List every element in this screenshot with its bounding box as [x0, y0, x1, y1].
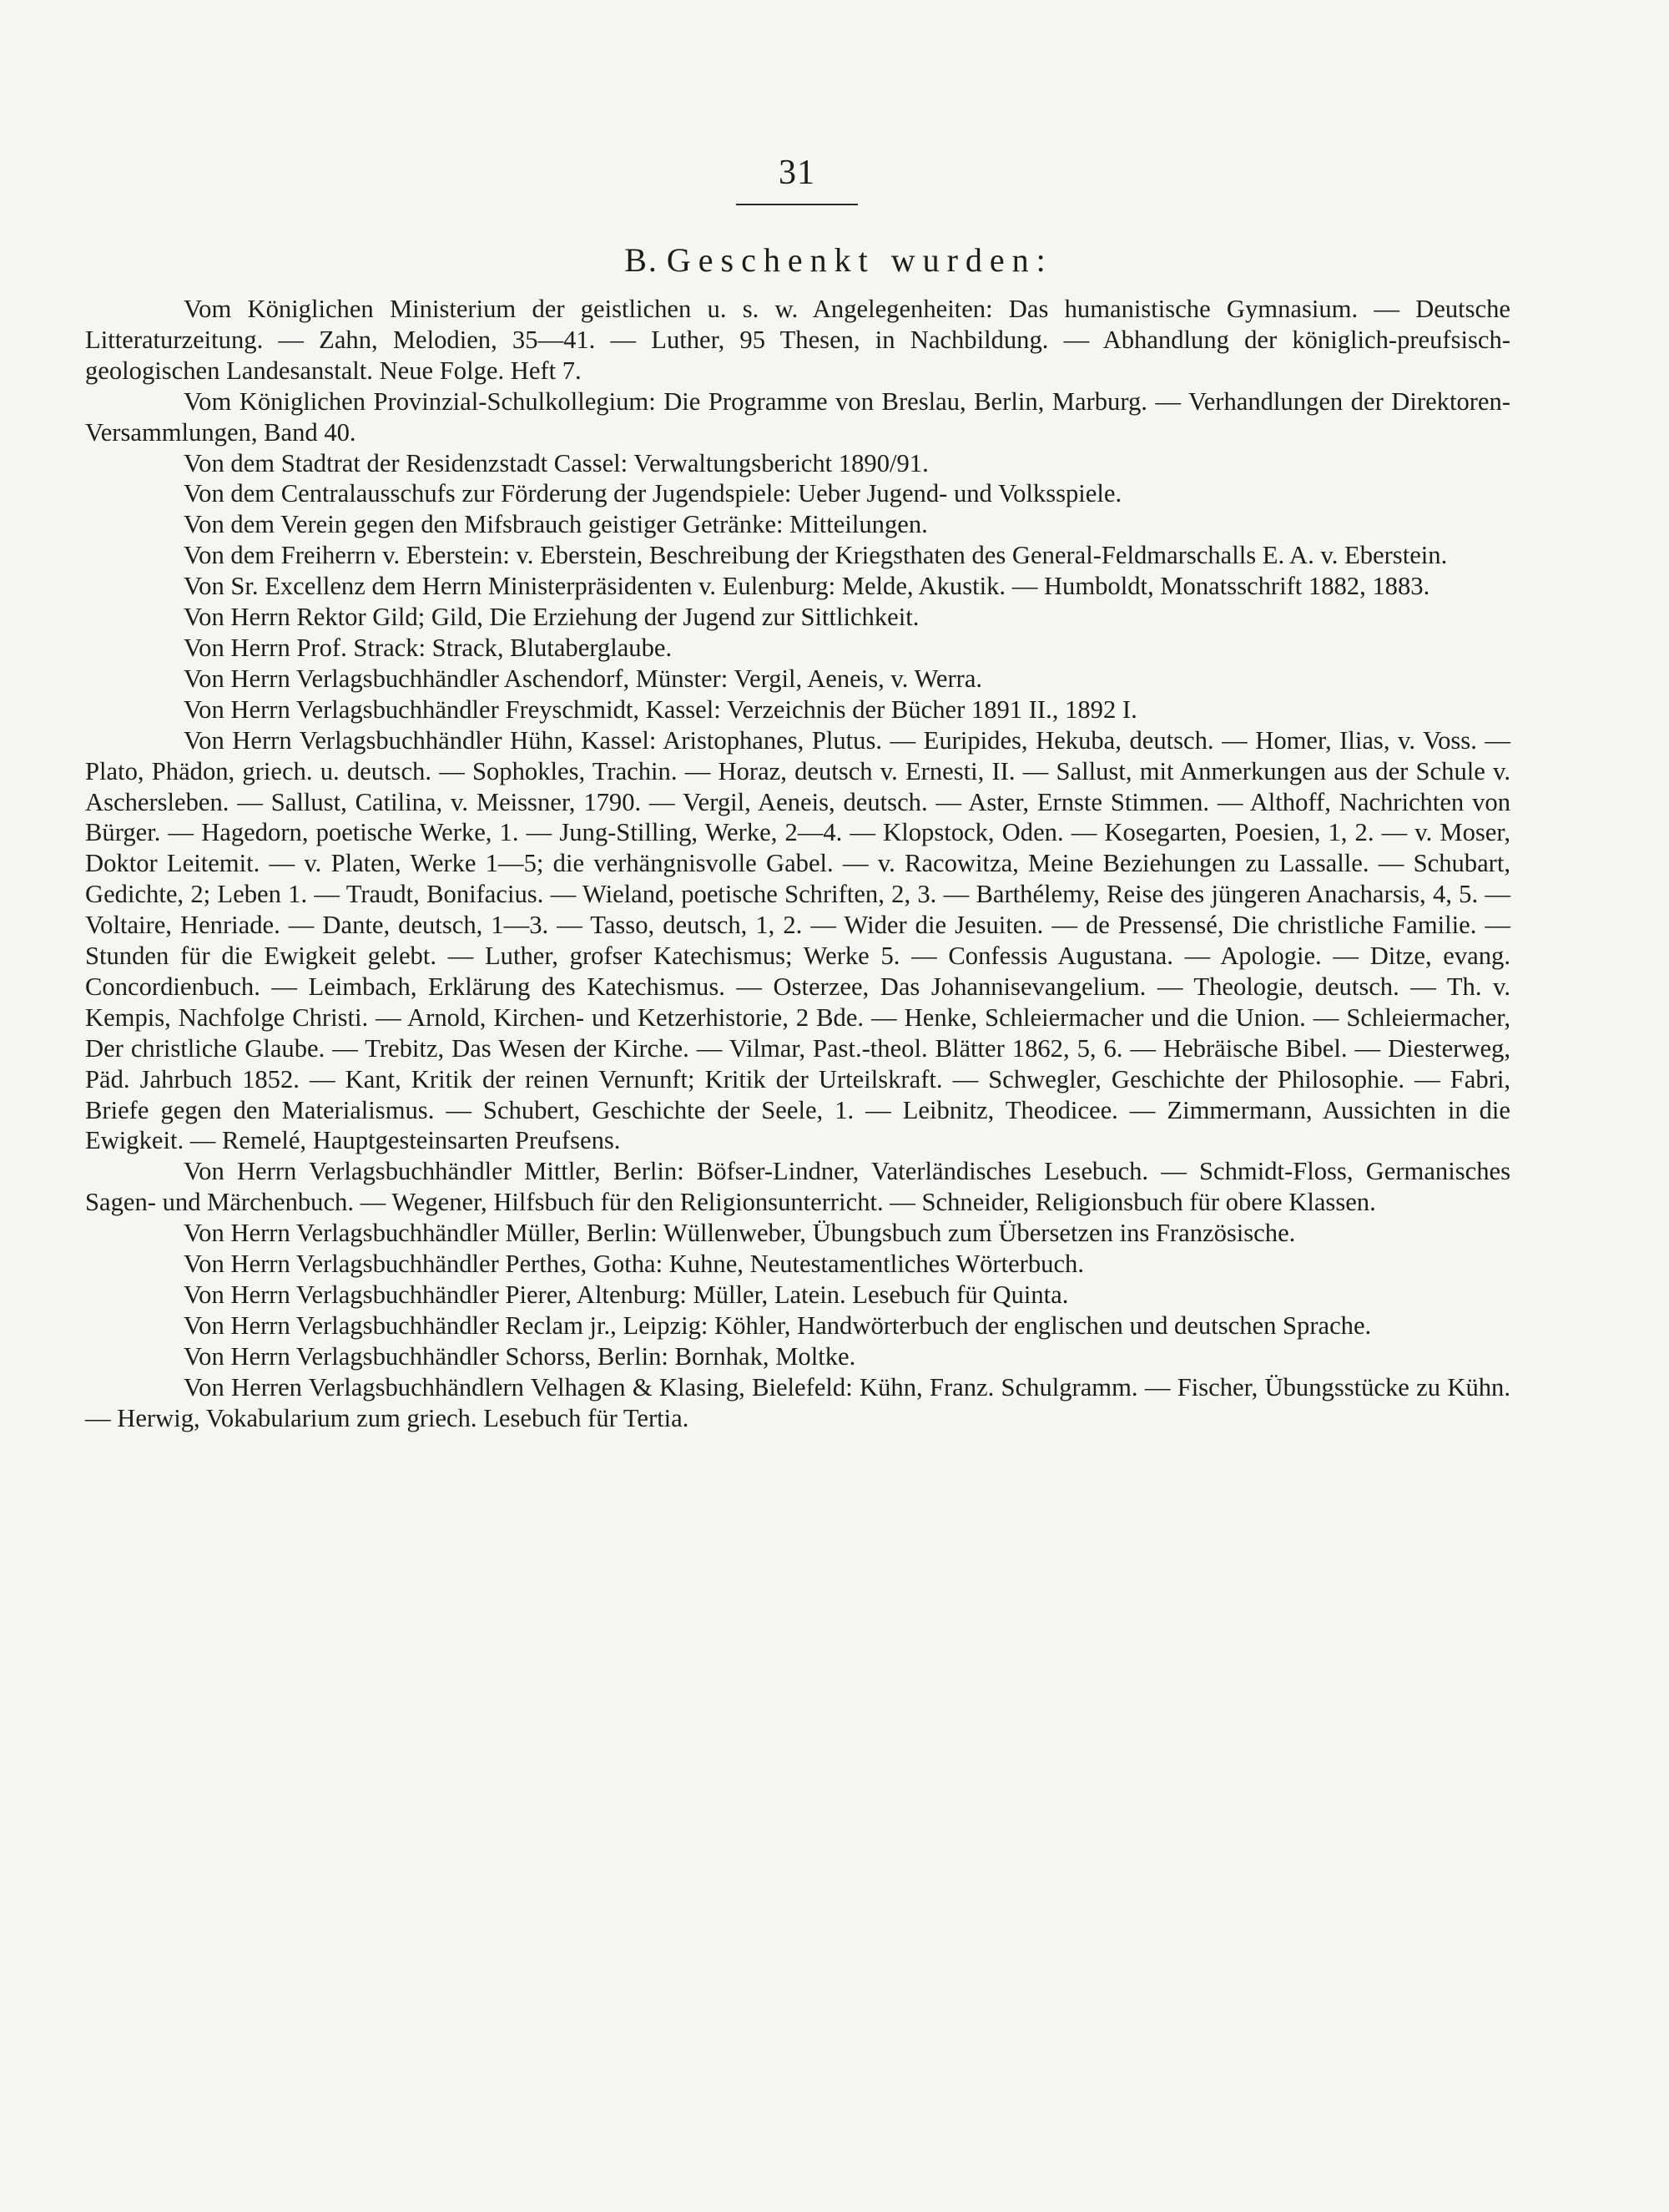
- paragraph-huehn: Von Herrn Verlagsbuchhändler Hühn, Kassel: Aristophanes, Plutus. — Euripides, Hekuba, deutsch. — Homer, Ilias, v. Voss. — Plato, Phädon, griech. u. deutsch. — Sophokles, Trachin. — Horaz, deutsch v. Ernesti, II. — Sallust, mit Anmerkungen aus der Schule v. Aschersleben. — Sallust, Catilina, v. Meissner, 1790. — Vergil, Aeneis, deutsch. — Aster, Ernste Stimmen. — Althoff, Nachrichten von Bürger. — Hagedorn, poetische Werke, 1. — Jung-Stilling, Werke, 2—4. — Klopstock, Oden. — Kosegarten, Poesien, 1, 2. — v. Moser, Doktor Leitemit. — v. Platen, Werke 1—5; die verhängnisvolle Gabel. — v. Racowitza, Meine Beziehungen zu Lassalle. — Schubart, Gedichte, 2; Leben 1. — Traudt, Bonifacius. — Wieland, poetische Schriften, 2, 3. — Barthélemy, Reise des jüngeren Anacharsis, 4, 5. — Voltaire, Henriade. — Dante, deutsch, 1—3. — Tasso, deutsch, 1, 2. — Wider die Jesuiten. — de Pressensé, Die christliche Familie. — Stunden für die Ewigkeit gelebt. — Luther, grofser Katechismus; Werke 5. — Confessis Augustana. — Apologie. — Ditze, evang. Concordienbuch. — Leimbach, Erklärung des Katechismus. — Osterzee, Das Johannisevangelium. — Theologie, deutsch. — Th. v. Kempis, Nachfolge Christi. — Arnold, Kirchen- und Ketzerhistorie, 2 Bde. — Henke, Schleiermacher und die Union. — Schleiermacher, Der christliche Glaube. — Trebitz, Das Wesen der Kirche. — Vilmar, Past.-theol. Blätter 1862, 5, 6. — Hebräische Bibel. — Diesterweg, Päd. Jahrbuch 1852. — Kant, Kritik der reinen Vernunft; Kritik der Urteilskraft. — Schwegler, Geschichte der Philosophie. — Fabri, Briefe gegen den Materialismus. — Schubert, Geschichte der Seele, 1. — Leibnitz, Theodicee. — Zimmermann, Aussichten in die Ewigkeit. — Remelé, Hauptgesteinsarten Preufsens.: [85, 725, 1510, 1155]
- paragraph-centralausschuss: Von dem Centralausschufs zur Förderung der Jugendspiele: Ueber Jugend- und Volksspiele.: [184, 479, 1122, 508]
- paragraph-freyschmidt: Von Herrn Verlagsbuchhändler Freyschmidt, Kassel: Verzeichnis der Bücher 1891 II., 1892 I.: [184, 694, 1137, 724]
- page-number: 31: [779, 154, 815, 192]
- page-number-rule: [736, 204, 858, 205]
- paragraph-verein: Von dem Verein gegen den Mifsbrauch geistiger Getränke: Mitteilungen.: [184, 510, 928, 539]
- section-title: Geschenkt wurden:: [666, 241, 1053, 279]
- paragraph-eulenburg: Von Sr. Excellenz dem Herrn Ministerpräsidenten v. Eulenburg: Melde, Akustik. — Humboldt, Monatsschrift 1882, 1883.: [184, 572, 1430, 601]
- section-heading: [83, 240, 1594, 280]
- paragraph-perthes: Von Herrn Verlagsbuchhändler Perthes, Gotha: Kuhne, Neutestamentliches Wörterbuch.: [184, 1250, 1084, 1279]
- donation-list: [85, 294, 1510, 1434]
- paragraph-mittler: Von Herrn Verlagsbuchhändler Mittler, Berlin: Böfser-Lindner, Vaterländisches Lesebuch. — Schmidt-Floss, Germanisches Sagen- und Märchenbuch. — Wegener, Hilfsbuch für den Religionsunterricht. — Schneider, Religionsbuch für obere Klassen.: [85, 1157, 1510, 1217]
- paragraph-mueller: Von Herrn Verlagsbuchhändler Müller, Berlin: Wüllenweber, Übungsbuch zum Übersetzen ins Französische.: [184, 1219, 1296, 1248]
- paragraph-pierer: Von Herrn Verlagsbuchhändler Pierer, Altenburg: Müller, Latein. Lesebuch für Quinta.: [184, 1280, 1069, 1309]
- paragraph-eberstein: Von dem Freiherrn v. Eberstein: v. Eberstein, Beschreibung der Kriegsthaten des General-Feldmarschalls E. A. v. Eberstein.: [184, 541, 1448, 570]
- paragraph-gild: Von Herrn Rektor Gild; Gild, Die Erziehung der Jugend zur Sittlichkeit.: [184, 603, 920, 632]
- paragraph-aschendorf: Von Herrn Verlagsbuchhändler Aschendorf, Münster: Vergil, Aeneis, v. Werra.: [184, 664, 983, 693]
- paragraph-strack: Von Herrn Prof. Strack: Strack, Blutaberglaube.: [184, 633, 673, 662]
- paragraph-schorss: Von Herrn Verlagsbuchhändler Schorss, Berlin: Bornhak, Moltke.: [184, 1341, 856, 1371]
- paragraph-ministerium: Vom Königlichen Ministerium der geistlichen u. s. w. Angelegenheiten: Das humanistische Gymnasium. — Deutsche Litteraturzeitung. — Zahn, Melodien, 35—41. — Luther, 95 Thesen, in Nachbildung. — Abhandlung der königlich-preufsisch-geologischen Landesanstalt. Neue Folge. Heft 7.: [85, 295, 1510, 385]
- paragraph-provinzial-schulkollegium: Vom Königlichen Provinzial-Schulkollegium: Die Programme von Breslau, Berlin, Marburg. — Verhandlungen der Direktoren-Versammlungen, Band 40.: [85, 386, 1510, 447]
- paragraph-stadtrat-cassel: Von dem Stadtrat der Residenzstadt Cassel: Verwaltungsbericht 1890/91.: [184, 448, 929, 477]
- paragraph-reclam: Von Herrn Verlagsbuchhändler Reclam jr., Leipzig: Köhler, Handwörterbuch der englischen und deutschen Sprache.: [184, 1311, 1372, 1340]
- paragraph-velhagen-klasing: Von Herren Verlagsbuchhändlern Velhagen & Klasing, Bielefeld: Kühn, Franz. Schulgramm. — Fischer, Übungsstücke zu Kühn. — Herwig, Vokabularium zum griech. Lesebuch für Tertia.: [85, 1372, 1510, 1432]
- section-label: B.: [624, 241, 658, 279]
